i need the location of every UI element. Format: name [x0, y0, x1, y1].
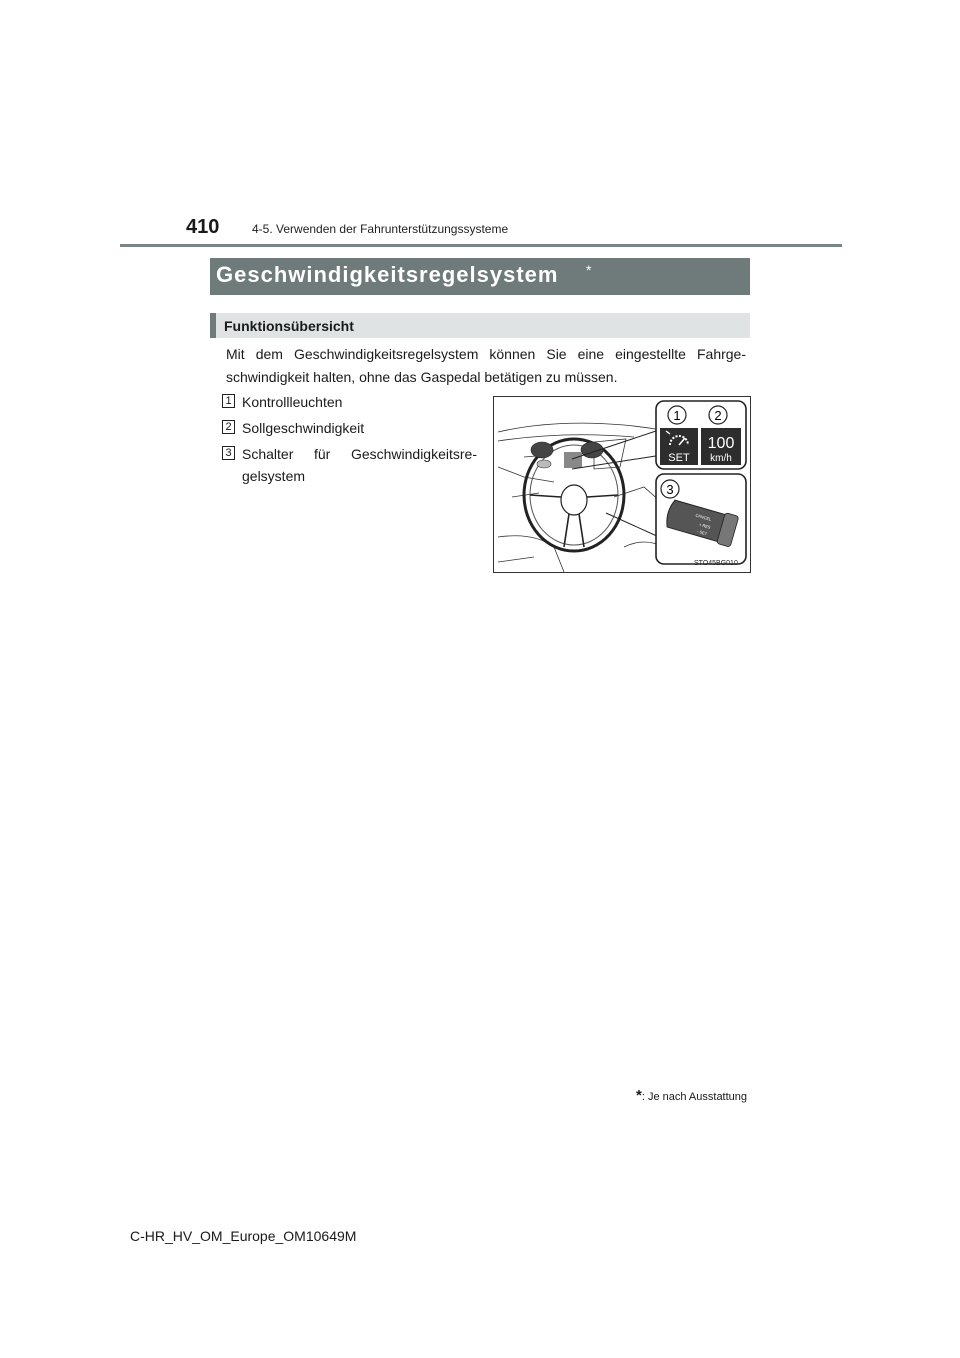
callout-2-label: 2	[714, 408, 722, 423]
callout-1-label: 1	[673, 408, 681, 423]
footnote-text: : Je nach Ausstattung	[641, 1091, 748, 1103]
set-speed-value: 100	[707, 435, 735, 452]
set-speed-unit: km/h	[710, 453, 732, 464]
item-number-1: 1	[222, 394, 235, 408]
footnote	[636, 1087, 747, 1104]
subsection-accent	[210, 313, 216, 338]
cruise-control-illustration	[493, 396, 751, 573]
lever-label-cancel: CANCEL	[694, 512, 712, 522]
document-id: C-HR_HV_OM_Europe_OM10649M	[130, 1228, 357, 1244]
subsection-title: Funktionsübersicht	[224, 318, 354, 334]
set-indicator-label: SET	[668, 452, 690, 464]
item-label-2: Sollgeschwindigkeit	[242, 420, 365, 436]
figure-code: STO45BG010	[694, 560, 738, 567]
item-number-2: 2	[222, 420, 235, 434]
running-head: 4-5. Verwenden der Fahrunterstützungssysteme	[252, 222, 509, 236]
lever-label-res: + RES	[698, 521, 712, 530]
header-rule	[120, 244, 842, 247]
dashboard-drawing	[494, 397, 750, 572]
callout-3-label: 3	[666, 482, 674, 497]
page-number: 410	[186, 216, 220, 238]
steering-wheel-drawing	[524, 439, 624, 551]
lever-label-set: - SET	[696, 528, 708, 537]
item-label-3: Schalter für Geschwindigkeitsre- gelsystem	[242, 446, 477, 484]
footnote-asterisk-icon: *	[636, 1087, 642, 1104]
item-number-3: 3	[222, 446, 235, 460]
intro-paragraph: Mit dem Geschwindigkeitsregelsystem können Sie eine eingestellte Fahrge- schwindigkeit halten, ohne das Gaspedal betätigen zu müssen.	[226, 346, 746, 385]
item-label-1: Kontrollleuchten	[242, 394, 343, 410]
title-asterisk-marker: *	[586, 262, 592, 278]
section-title: Geschwindigkeitsregelsystem	[216, 262, 559, 287]
